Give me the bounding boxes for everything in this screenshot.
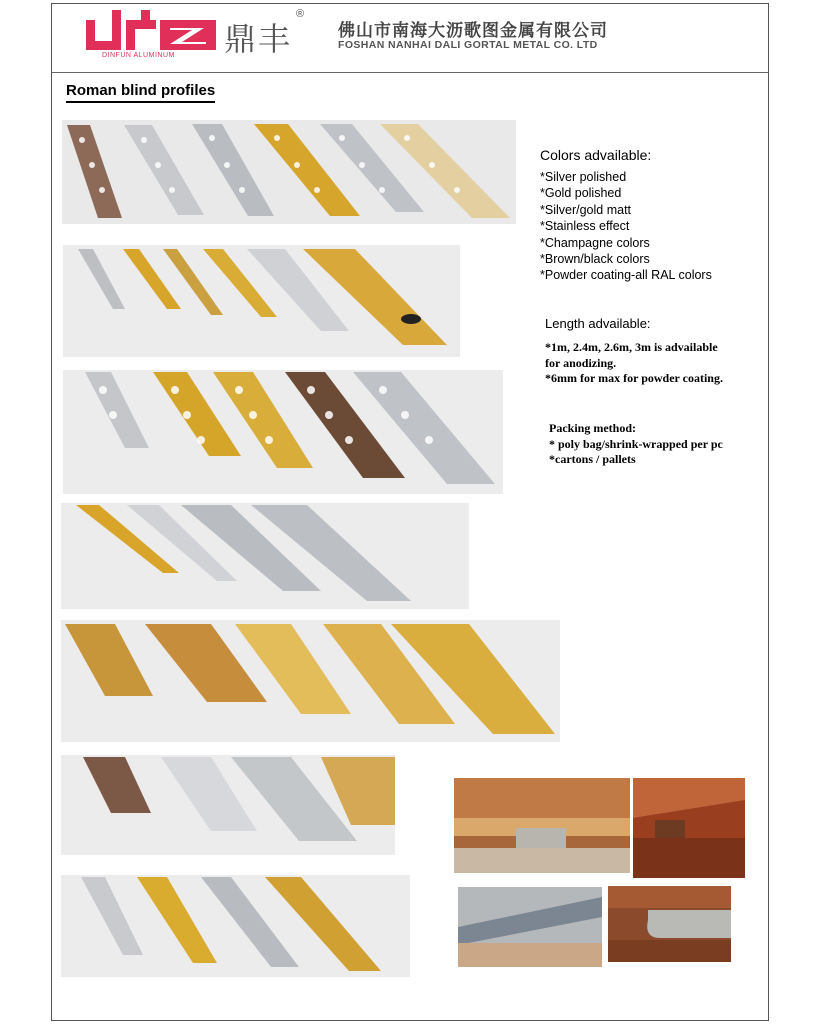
installation-photo-wood-edge [633,778,745,878]
color-item: *Powder coating-all RAL colors [540,268,712,283]
length-section [545,316,763,387]
installation-photo-wood-threshold [454,778,630,873]
installation-photo-stair-nosing [458,887,602,967]
length-line: *1m, 2.4m, 2.6m, 3m is advailable [545,340,718,354]
colors-heading: Colors advailable: [540,147,652,163]
packing-line: * poly bag/shrink-wrapped per pc [549,436,723,451]
product-photo-mixed-trims [61,755,395,855]
company-logo [86,8,305,63]
product-photo-round-edge-trims [62,120,516,224]
colors-section [540,147,762,284]
logo-subtitle: DINFUN ALUMINUM [102,52,175,59]
packing-line: *cartons / pallets [549,452,636,466]
color-item: *Brown/black colors [540,252,650,267]
color-item: *Silver polished [540,170,627,184]
color-item: *Stainless effect [540,219,630,234]
packing-section [549,421,765,468]
product-photo-threshold-strips [61,620,560,742]
color-item: *Silver/gold matt [540,202,632,217]
product-photo-flat-trims [61,503,469,609]
color-item: *Champagne colors [540,235,650,250]
packing-heading: Packing method: [549,421,636,435]
length-line: for anodizing. [545,355,617,370]
logo-cn: 鼎丰 [224,20,293,58]
product-photo-perforated-trims [61,875,410,977]
logo-registered-mark: ® [296,8,305,20]
length-heading: Length advailable: [545,316,651,331]
installation-photo-round-nosing [608,886,731,962]
company-name-en: FOSHAN NANHAI DALI GORTAL METAL CO. LTD [338,39,598,51]
section-title: Roman blind profiles [66,82,215,103]
product-photo-angle-trims [63,245,460,357]
length-line: *6mm for max for powder coating. [545,371,723,385]
company-name-cn: 佛山市南海大沥歌图金属有限公司 [338,21,608,41]
product-photo-square-edge-trims [63,370,503,494]
color-item: *Gold polished [540,186,622,201]
colors-list [540,169,762,284]
